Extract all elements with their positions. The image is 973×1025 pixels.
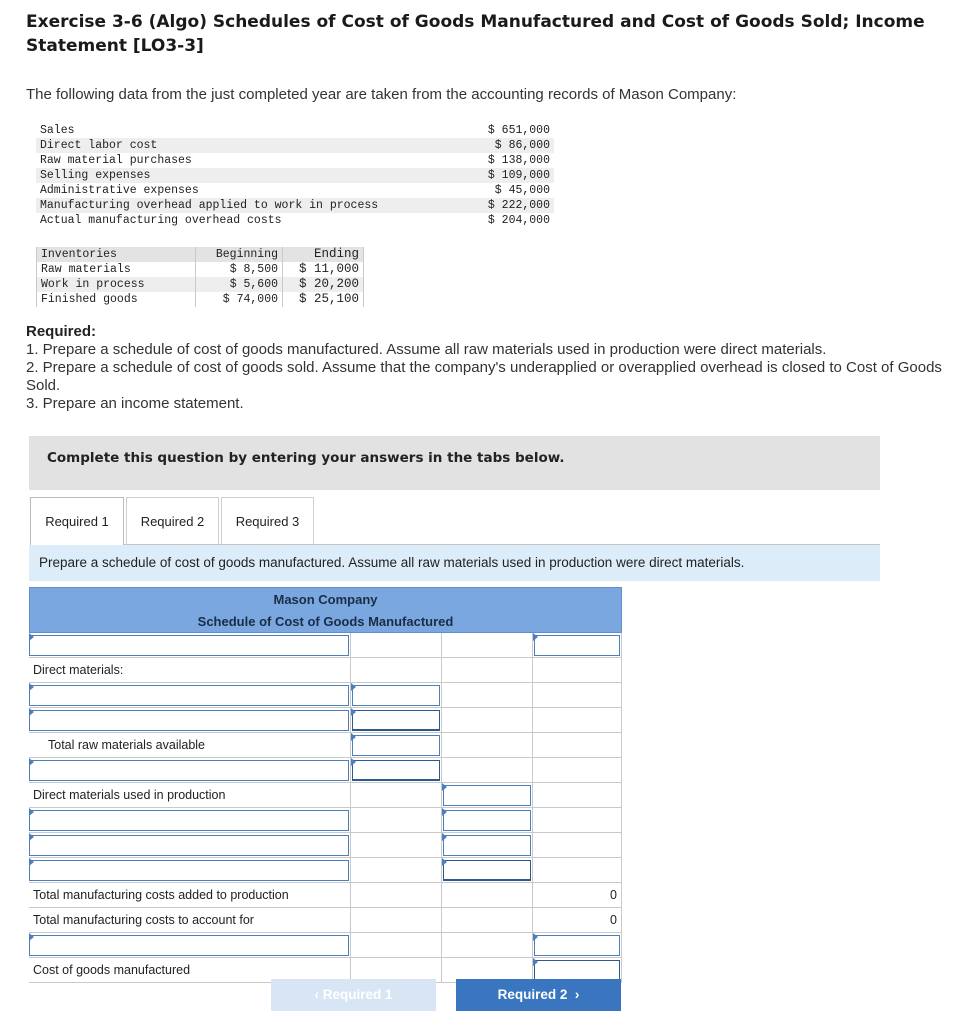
table-row — [36, 183, 554, 198]
amount-cell — [532, 683, 622, 707]
chevron-left-icon: ‹ — [314, 987, 323, 1002]
label-input[interactable] — [29, 685, 349, 706]
amount-cell — [441, 783, 532, 807]
row-label: Manufacturing overhead applied to work in process — [36, 198, 467, 213]
label-cell — [29, 858, 350, 882]
schedule-row — [29, 883, 622, 908]
schedule-header — [29, 587, 622, 633]
cogm-input[interactable] — [534, 960, 620, 981]
label-input[interactable] — [29, 710, 349, 731]
table-row — [36, 138, 554, 153]
company-name: Mason Company — [273, 592, 378, 607]
amount-cell — [350, 708, 441, 732]
row-amount: $ 138,000 — [487, 154, 550, 167]
next-button[interactable] — [456, 979, 621, 1011]
amount-cell — [441, 933, 532, 957]
prev-label: Required 1 — [322, 987, 393, 1002]
cogm-label: Cost of goods manufactured — [33, 963, 191, 977]
input-marker-icon — [29, 758, 34, 766]
intro-text: The following data from the just completed year are taken from the accounting records of Mason Company: — [26, 86, 737, 103]
amount-cell — [441, 883, 532, 907]
input-marker-icon — [533, 933, 538, 941]
col-header: Ending — [283, 247, 364, 262]
input-marker-icon — [442, 858, 447, 866]
input-marker-icon — [351, 683, 356, 691]
input-marker-icon — [29, 683, 34, 691]
schedule-row — [29, 808, 622, 833]
row-label: Administrative expenses — [40, 184, 199, 197]
label-input[interactable] — [29, 835, 349, 856]
row-label: Actual manufacturing overhead costs — [40, 214, 282, 227]
input-marker-icon — [442, 833, 447, 841]
amount-cell — [532, 658, 622, 682]
required-section — [26, 323, 951, 413]
input-marker-icon — [29, 708, 34, 716]
label-input[interactable] — [29, 935, 349, 956]
row-amount: $ 45,000 — [494, 184, 550, 197]
label-input[interactable] — [29, 760, 349, 781]
beginning-value: $ 5,600 — [196, 277, 283, 292]
amount-cell — [441, 833, 532, 857]
amount-cell — [350, 833, 441, 857]
direct-materials-label: Direct materials: — [33, 663, 124, 677]
input-marker-icon — [351, 758, 356, 766]
amount-cell — [350, 933, 441, 957]
input-marker-icon — [29, 858, 34, 866]
required-item: 2. Prepare a schedule of cost of goods sold. Assume that the company's underapplied or overapplied overhead is closed to Cost of Goods Sold. — [26, 359, 942, 394]
amount-cell — [441, 758, 532, 782]
row-amount: $ 222,000 — [467, 198, 554, 213]
total-mfg-account-value: 0 — [532, 908, 622, 932]
tab-required-3[interactable]: Required 3 — [221, 497, 314, 544]
schedule-row — [29, 858, 622, 883]
cost-data-table — [36, 123, 554, 228]
tab-required-2[interactable]: Required 2 — [126, 497, 219, 544]
row-label: Raw material purchases — [40, 154, 192, 167]
amount-cell — [441, 908, 532, 932]
beginning-value: $ 8,500 — [196, 262, 283, 277]
schedule-row — [29, 633, 622, 658]
row-amount: $ 86,000 — [467, 138, 554, 153]
amount-cell — [350, 858, 441, 882]
table-row — [36, 168, 554, 183]
amount-cell — [532, 933, 622, 957]
total-raw-materials-label: Total raw materials available — [48, 738, 206, 752]
schedule-row — [29, 833, 622, 858]
amount-cell — [532, 858, 622, 882]
inventories-table — [36, 247, 364, 307]
chevron-right-icon: › — [567, 987, 580, 1002]
input-marker-icon — [29, 633, 34, 641]
tab-instruction: Prepare a schedule of cost of goods manufactured. Assume all raw materials used in production were direct materials. — [29, 545, 880, 581]
schedule-row — [29, 758, 622, 783]
table-row — [36, 123, 554, 138]
amount-input[interactable] — [352, 760, 440, 781]
ending-value: $ 11,000 — [283, 262, 364, 277]
amount-cell — [441, 733, 532, 757]
col-header: Inventories — [37, 247, 196, 262]
label-cell — [29, 833, 350, 857]
input-marker-icon — [29, 833, 34, 841]
label-input[interactable] — [29, 635, 349, 656]
table-header-row — [37, 247, 364, 262]
total-mfg-added-value: 0 — [532, 883, 622, 907]
label-cell — [29, 683, 350, 707]
required-heading: Required: — [26, 323, 97, 340]
row-amount: $ 109,000 — [467, 168, 554, 183]
prev-button[interactable] — [271, 979, 436, 1011]
ending-value: $ 20,200 — [283, 277, 364, 292]
amount-cell — [532, 783, 622, 807]
table-row — [36, 153, 554, 168]
amount-input[interactable] — [352, 710, 440, 731]
row-label: Sales — [40, 124, 75, 137]
schedule-row — [29, 683, 622, 708]
amount-cell — [532, 733, 622, 757]
schedule-row — [29, 933, 622, 958]
amount-cell — [532, 633, 622, 657]
label-input[interactable] — [29, 810, 349, 831]
amount-cell — [350, 808, 441, 832]
beginning-value: $ 74,000 — [196, 292, 283, 307]
row-amount: $ 651,000 — [487, 124, 550, 137]
col-header: Beginning — [196, 247, 283, 262]
amount-cell — [532, 708, 622, 732]
amount-input[interactable] — [443, 860, 531, 881]
amount-input[interactable] — [534, 635, 620, 656]
tab-required-1[interactable]: Required 1 — [30, 497, 124, 545]
ending-value: $ 25,100 — [283, 292, 364, 307]
amount-cell — [441, 633, 532, 657]
amount-cell — [441, 683, 532, 707]
table-row — [36, 198, 554, 213]
row-amount: $ 204,000 — [487, 214, 550, 227]
schedule-title: Schedule of Cost of Goods Manufactured — [197, 614, 454, 629]
schedule-row — [29, 708, 622, 733]
input-marker-icon — [442, 808, 447, 816]
amount-cell — [532, 808, 622, 832]
label-cell — [29, 633, 350, 657]
amount-cell — [532, 833, 622, 857]
exercise-title: Exercise 3-6 (Algo) Schedules of Cost of Goods Manufactured and Cost of Goods Sold; Income Statement [LO3-3] — [26, 12, 925, 56]
amount-cell — [350, 908, 441, 932]
row-label: Work in process — [37, 277, 196, 292]
amount-cell — [441, 858, 532, 882]
next-label: Required 2 — [497, 987, 568, 1002]
schedule-row — [29, 733, 622, 758]
amount-cell — [350, 733, 441, 757]
amount-cell — [441, 658, 532, 682]
amount-cell — [350, 883, 441, 907]
total-mfg-account-label: Total manufacturing costs to account for — [33, 913, 254, 927]
amount-input[interactable] — [443, 785, 531, 806]
schedule-row — [29, 658, 622, 683]
dm-used-label: Direct materials used in production — [33, 788, 226, 802]
instructions-banner: Complete this question by entering your answers in the tabs below. — [29, 436, 880, 490]
input-marker-icon — [442, 783, 447, 791]
table-row — [36, 213, 554, 228]
required-item: 3. Prepare an income statement. — [26, 395, 244, 412]
row-label: Selling expenses — [36, 168, 467, 183]
cogm-schedule — [29, 587, 622, 983]
amount-cell — [441, 708, 532, 732]
amount-input[interactable] — [352, 735, 440, 756]
row-label: Finished goods — [37, 292, 196, 307]
input-marker-icon — [533, 958, 538, 966]
input-marker-icon — [29, 808, 34, 816]
amount-input[interactable] — [534, 935, 620, 956]
schedule-row — [29, 908, 622, 933]
table-row — [37, 277, 364, 292]
schedule-row — [29, 783, 622, 808]
amount-cell — [350, 783, 441, 807]
input-marker-icon — [29, 933, 34, 941]
total-mfg-added-label: Total manufacturing costs added to production — [33, 888, 289, 902]
label-input[interactable] — [29, 860, 349, 881]
input-marker-icon — [351, 708, 356, 716]
amount-cell — [350, 683, 441, 707]
input-marker-icon — [351, 733, 356, 741]
amount-cell — [350, 633, 441, 657]
row-label: Raw materials — [37, 262, 196, 277]
amount-cell — [441, 808, 532, 832]
amount-cell — [350, 758, 441, 782]
amount-cell — [532, 758, 622, 782]
input-marker-icon — [533, 633, 538, 641]
required-item: 1. Prepare a schedule of cost of goods manufactured. Assume all raw materials used in production were direct materials. — [26, 341, 827, 358]
amount-input[interactable] — [443, 835, 531, 856]
row-label: Direct labor cost — [36, 138, 467, 153]
amount-input[interactable] — [352, 685, 440, 706]
label-cell — [29, 933, 350, 957]
table-row — [37, 262, 364, 277]
amount-cell — [350, 658, 441, 682]
amount-input[interactable] — [443, 810, 531, 831]
label-cell — [29, 708, 350, 732]
label-cell — [29, 808, 350, 832]
label-cell — [29, 758, 350, 782]
table-row — [37, 292, 364, 307]
